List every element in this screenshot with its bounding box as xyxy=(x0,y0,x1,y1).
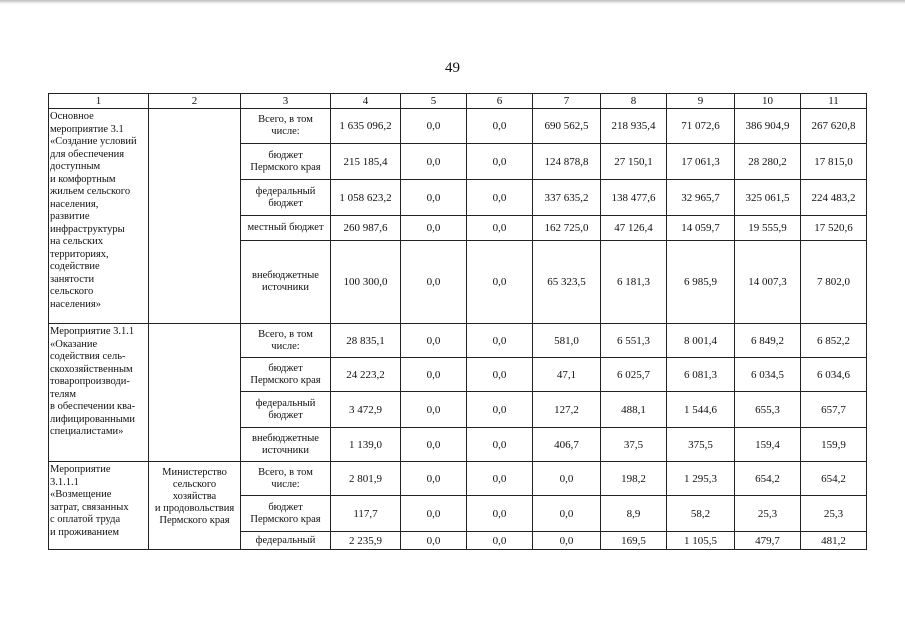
column-number: 6 xyxy=(467,94,533,109)
amount-cell: 65 323,5 xyxy=(533,241,601,324)
funding-source: бюджет Пермского края xyxy=(241,358,331,392)
amount-cell: 655,3 xyxy=(735,392,801,428)
amount-cell: 0,0 xyxy=(467,180,533,216)
funding-source: Всего, в том числе: xyxy=(241,324,331,358)
amount-cell: 0,0 xyxy=(401,496,467,532)
amount-cell: 0,0 xyxy=(467,496,533,532)
amount-cell: 117,7 xyxy=(331,496,401,532)
amount-cell: 0,0 xyxy=(401,428,467,462)
amount-cell: 8 001,4 xyxy=(667,324,735,358)
amount-cell: 0,0 xyxy=(401,109,467,144)
amount-cell: 138 477,6 xyxy=(601,180,667,216)
amount-cell: 2 235,9 xyxy=(331,532,401,550)
amount-cell: 0,0 xyxy=(467,324,533,358)
amount-cell: 6 985,9 xyxy=(667,241,735,324)
amount-cell: 3 472,9 xyxy=(331,392,401,428)
amount-cell: 657,7 xyxy=(801,392,867,428)
amount-cell: 17 815,0 xyxy=(801,144,867,180)
amount-cell: 71 072,6 xyxy=(667,109,735,144)
amount-cell: 0,0 xyxy=(533,532,601,550)
column-number: 2 xyxy=(149,94,241,109)
amount-cell: 37,5 xyxy=(601,428,667,462)
amount-cell: 479,7 xyxy=(735,532,801,550)
amount-cell: 0,0 xyxy=(401,144,467,180)
column-number: 10 xyxy=(735,94,801,109)
funding-source: бюджет Пермского края xyxy=(241,496,331,532)
amount-cell: 159,4 xyxy=(735,428,801,462)
funding-source: внебюджетные источники xyxy=(241,241,331,324)
amount-cell: 0,0 xyxy=(467,532,533,550)
column-number: 1 xyxy=(49,94,149,109)
amount-cell: 162 725,0 xyxy=(533,216,601,241)
amount-cell: 159,9 xyxy=(801,428,867,462)
amount-cell: 17 061,3 xyxy=(667,144,735,180)
amount-cell: 218 935,4 xyxy=(601,109,667,144)
amount-cell: 0,0 xyxy=(401,358,467,392)
amount-cell: 1 544,6 xyxy=(667,392,735,428)
scan-edge xyxy=(0,0,905,4)
amount-cell: 6 034,6 xyxy=(801,358,867,392)
column-number: 5 xyxy=(401,94,467,109)
amount-cell: 19 555,9 xyxy=(735,216,801,241)
amount-cell: 6 025,7 xyxy=(601,358,667,392)
amount-cell: 325 061,5 xyxy=(735,180,801,216)
amount-cell: 0,0 xyxy=(533,496,601,532)
column-number-row xyxy=(49,94,867,109)
amount-cell: 267 620,8 xyxy=(801,109,867,144)
amount-cell: 0,0 xyxy=(401,180,467,216)
amount-cell: 28 280,2 xyxy=(735,144,801,180)
amount-cell: 27 150,1 xyxy=(601,144,667,180)
amount-cell: 0,0 xyxy=(467,462,533,496)
amount-cell: 100 300,0 xyxy=(331,241,401,324)
column-number: 9 xyxy=(667,94,735,109)
amount-cell: 406,7 xyxy=(533,428,601,462)
amount-cell: 198,2 xyxy=(601,462,667,496)
amount-cell: 6 551,3 xyxy=(601,324,667,358)
amount-cell: 0,0 xyxy=(467,241,533,324)
amount-cell: 25,3 xyxy=(735,496,801,532)
amount-cell: 8,9 xyxy=(601,496,667,532)
amount-cell: 690 562,5 xyxy=(533,109,601,144)
amount-cell: 260 987,6 xyxy=(331,216,401,241)
column-number: 7 xyxy=(533,94,601,109)
amount-cell: 0,0 xyxy=(467,428,533,462)
amount-cell: 2 801,9 xyxy=(331,462,401,496)
amount-cell: 0,0 xyxy=(401,462,467,496)
amount-cell: 6 181,3 xyxy=(601,241,667,324)
amount-cell: 1 139,0 xyxy=(331,428,401,462)
amount-cell: 375,5 xyxy=(667,428,735,462)
budget-table xyxy=(48,93,867,550)
funding-source: федеральный xyxy=(241,532,331,550)
funding-source: местный бюджет xyxy=(241,216,331,241)
amount-cell: 0,0 xyxy=(467,358,533,392)
table-row xyxy=(49,462,867,496)
amount-cell: 14 007,3 xyxy=(735,241,801,324)
page-number: 49 xyxy=(445,60,460,76)
amount-cell: 1 635 096,2 xyxy=(331,109,401,144)
amount-cell: 0,0 xyxy=(467,216,533,241)
amount-cell: 47 126,4 xyxy=(601,216,667,241)
amount-cell: 6 852,2 xyxy=(801,324,867,358)
amount-cell: 1 105,5 xyxy=(667,532,735,550)
activity-name: Мероприятие 3.1.1 «Оказание содействия сель- скохозяйственным товаропроизводи- телям в обеспечении ква- лифицированными специалистами» xyxy=(49,324,149,462)
amount-cell: 7 802,0 xyxy=(801,241,867,324)
amount-cell: 0,0 xyxy=(401,216,467,241)
responsible-executor xyxy=(149,324,241,462)
amount-cell: 32 965,7 xyxy=(667,180,735,216)
amount-cell: 0,0 xyxy=(533,462,601,496)
column-number: 8 xyxy=(601,94,667,109)
funding-source: бюджет Пермского края xyxy=(241,144,331,180)
amount-cell: 169,5 xyxy=(601,532,667,550)
amount-cell: 337 635,2 xyxy=(533,180,601,216)
amount-cell: 0,0 xyxy=(401,392,467,428)
amount-cell: 0,0 xyxy=(467,392,533,428)
amount-cell: 581,0 xyxy=(533,324,601,358)
amount-cell: 127,2 xyxy=(533,392,601,428)
amount-cell: 14 059,7 xyxy=(667,216,735,241)
amount-cell: 6 034,5 xyxy=(735,358,801,392)
amount-cell: 488,1 xyxy=(601,392,667,428)
amount-cell: 215 185,4 xyxy=(331,144,401,180)
responsible-executor xyxy=(149,109,241,324)
column-number: 3 xyxy=(241,94,331,109)
table-row xyxy=(49,324,867,358)
amount-cell: 654,2 xyxy=(801,462,867,496)
column-number: 4 xyxy=(331,94,401,109)
amount-cell: 1 058 623,2 xyxy=(331,180,401,216)
amount-cell: 0,0 xyxy=(401,532,467,550)
funding-source: федеральный бюджет xyxy=(241,392,331,428)
amount-cell: 124 878,8 xyxy=(533,144,601,180)
amount-cell: 17 520,6 xyxy=(801,216,867,241)
amount-cell: 481,2 xyxy=(801,532,867,550)
amount-cell: 1 295,3 xyxy=(667,462,735,496)
amount-cell: 224 483,2 xyxy=(801,180,867,216)
funding-source: внебюджетные источники xyxy=(241,428,331,462)
amount-cell: 6 081,3 xyxy=(667,358,735,392)
table-row xyxy=(49,109,867,144)
amount-cell: 0,0 xyxy=(401,241,467,324)
amount-cell: 654,2 xyxy=(735,462,801,496)
amount-cell: 28 835,1 xyxy=(331,324,401,358)
amount-cell: 386 904,9 xyxy=(735,109,801,144)
amount-cell: 47,1 xyxy=(533,358,601,392)
activity-name: Мероприятие 3.1.1.1 «Возмещение затрат, связанных с оплатой труда и проживанием xyxy=(49,462,149,550)
amount-cell: 0,0 xyxy=(467,109,533,144)
amount-cell: 0,0 xyxy=(401,324,467,358)
responsible-executor: Министерство сельского хозяйства и продовольствия Пермского края xyxy=(149,462,241,550)
column-number: 11 xyxy=(801,94,867,109)
amount-cell: 6 849,2 xyxy=(735,324,801,358)
funding-source: Всего, в том числе: xyxy=(241,109,331,144)
amount-cell: 0,0 xyxy=(467,144,533,180)
amount-cell: 24 223,2 xyxy=(331,358,401,392)
funding-source: федеральный бюджет xyxy=(241,180,331,216)
activity-name: Основное мероприятие 3.1 «Создание условий для обеспечения доступным и комфортным жильем сельского населения, развитие инфраструктуры на сельских территориях, содействие занятости сельского населения» xyxy=(49,109,149,324)
amount-cell: 25,3 xyxy=(801,496,867,532)
amount-cell: 58,2 xyxy=(667,496,735,532)
funding-source: Всего, в том числе: xyxy=(241,462,331,496)
